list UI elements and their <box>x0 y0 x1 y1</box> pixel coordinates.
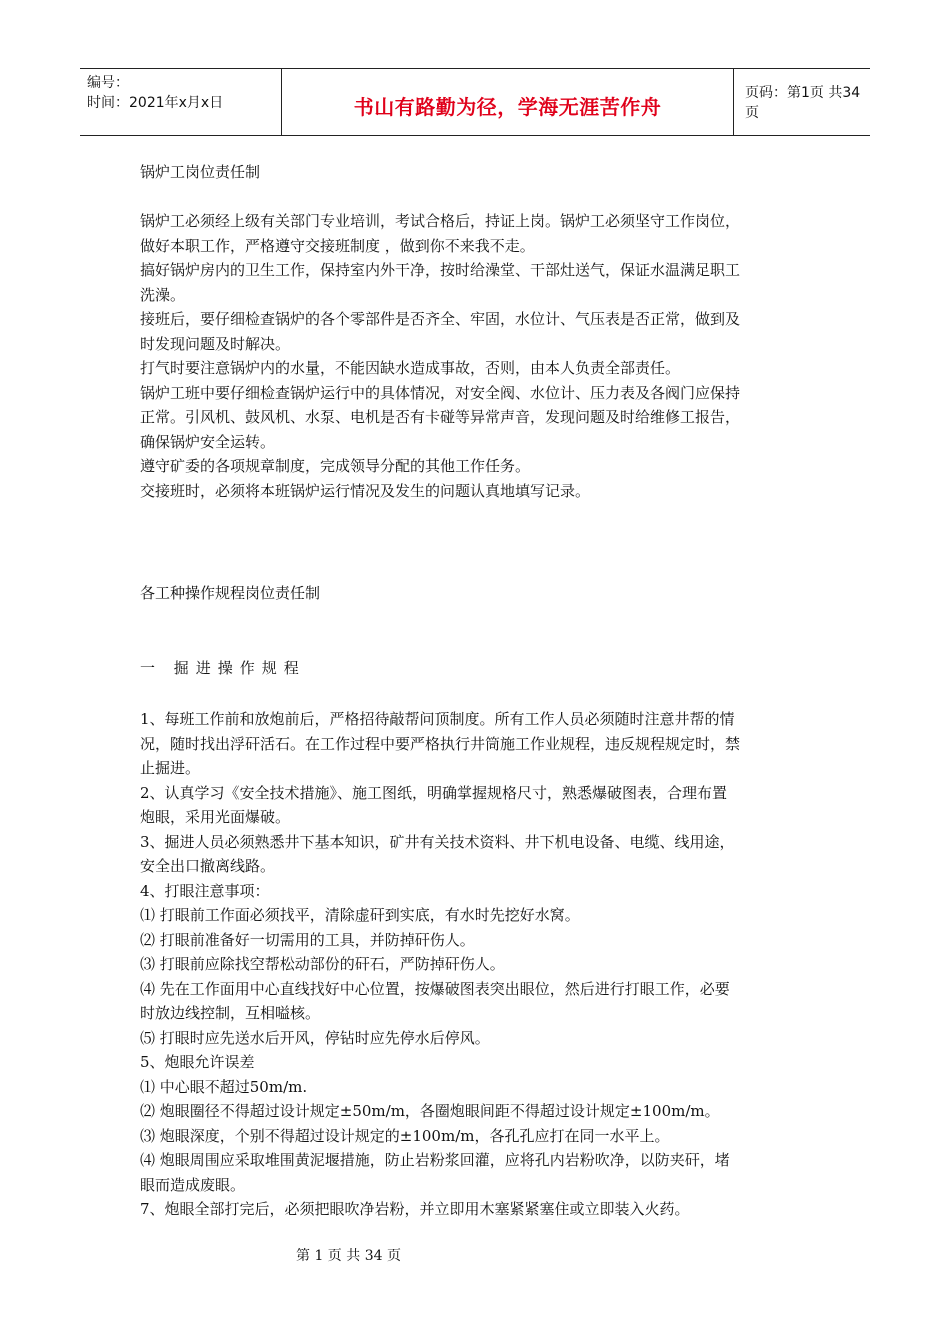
paragraph-line: 洗澡。 <box>140 285 186 304</box>
paragraph-line: 眼而造成废眼。 <box>140 1175 246 1194</box>
paragraph-line: 止掘进。 <box>140 759 201 777</box>
page-footer <box>0 1245 950 1265</box>
paragraph-line: ⑷ 炮眼周围应采取堆围黄泥堰措施，防止岩粉浆回灌，应将孔内岩粉吹净，以防夹矸，堵 <box>140 1151 730 1169</box>
paragraph-line: ⑴ 中心眼不超过50m/m. <box>140 1077 308 1096</box>
section-title: 锅炉工岗位责任制 <box>140 163 261 181</box>
paragraph-line: 搞好锅炉房内的卫生工作，保持室内外干净，按时给澡堂、干部灶送气，保证水温满足职工 <box>140 261 741 279</box>
paragraph-line: 正常。引风机、鼓风机、水泵、电机是否有卡碰等异常声音，发现问题及时给维修工报告， <box>140 408 741 426</box>
paragraph-line: 炮眼，采用光面爆破。 <box>140 808 291 826</box>
paragraph-line: ⑷ 先在工作面用中心直线找好中心位置，按爆破图表突出眼位，然后进行打眼工作，必要 <box>140 979 730 998</box>
paragraph-line: 2、认真学习《安全技术措施》、施工图纸，明确掌握规格尺寸，熟悉爆破图表，合理布置 <box>140 783 728 802</box>
paragraph-line: ⑵ 打眼前准备好一切需用的工具，并防掉矸伤人。 <box>140 930 475 949</box>
paragraph-line: 接班后，要仔细检查锅炉的各个零部件是否齐全、牢固，水位计、气压表是否正常，做到及 <box>140 310 741 328</box>
paragraph-line: 1、每班工作前和放炮前后，严格招待敲帮问顶制度。所有工作人员必须随时注意井帮的情 <box>140 710 735 728</box>
section-title: 各工种操作规程岗位责任制 <box>140 584 321 602</box>
paragraph-line: ⑸ 打眼时应先送水后开风，停钻时应先停水后停风。 <box>140 1028 490 1047</box>
document-number-label: 编号： <box>87 75 129 91</box>
paragraph-line: 锅炉工必须经上级有关部门专业培训，考试合格后，持证上岗。锅炉工必须坚守工作岗位， <box>140 212 741 230</box>
paragraph-line: ⑵ 炮眼圈径不得超过设计规定±50m/m，各圈炮眼间距不得超过设计规定±100m/m。 <box>140 1102 720 1120</box>
paragraph-line: 时放边线控制，互相嗌核。 <box>140 1004 321 1022</box>
header-meta <box>80 69 282 135</box>
paragraph-line: 3、掘进人员必须熟悉井下基本知识，矿井有关技术资料、井下机电设备、电缆、线用途， <box>140 832 735 851</box>
paragraph-line: 况，随时找出浮矸活石。在工作过程中要严格执行井筒施工作业规程，违反规程规定时，禁 <box>140 734 741 753</box>
paragraph-line: 时发现问题及时解决。 <box>140 334 291 353</box>
paragraph-line: 交接班时，必须将本班锅炉运行情况及发生的问题认真地填写记录。 <box>140 481 591 500</box>
paragraph-line: 安全出口撤离线路。 <box>140 857 276 875</box>
paragraph-line: 7、炮眼全部打完后，必须把眼吹净岩粉，并立即用木塞紧紧塞住或立即装入火药。 <box>140 1200 690 1218</box>
paragraph-line: 锅炉工班中要仔细检查锅炉运行中的具体情况，对安全阀、水位计、压力表及各阀门应保持 <box>140 383 741 402</box>
paragraph-line: 5、炮眼允许误差 <box>140 1053 255 1071</box>
paragraph-line: 确保锅炉安全运转。 <box>140 432 276 451</box>
page-header <box>80 68 870 136</box>
paragraph-line: ⑶ 炮眼深度，个别不得超过设计规定的±100m/m，各孔孔应打在同一水平上。 <box>140 1126 670 1145</box>
paragraph-line: 遵守矿委的各项规章制度，完成领导分配的其他工作任务。 <box>140 457 531 475</box>
document-date-label: 时间：2021年x月x日 <box>87 95 224 111</box>
header-motto-cell <box>282 69 734 135</box>
paragraph-line: ⑴ 打眼前工作面必须找平，清除虚矸到实底，有水时先挖好水窝。 <box>140 906 580 924</box>
paragraph-line: 做好本职工作，严格遵守交接班制度 ，做到你不来我不走。 <box>140 236 535 255</box>
header-page-info-cell <box>734 69 870 135</box>
footer-page-number: 第 1 页 共 34 页 <box>296 1248 401 1264</box>
paragraph-line: ⑶ 打眼前应除找空帮松动部份的矸石，严防掉矸伤人。 <box>140 955 505 973</box>
paragraph-line: 打气时要注意锅炉内的水量，不能因缺水造成事故，否则，由本人负责全部责任。 <box>140 359 681 377</box>
paragraph-line: 4、打眼注意事项： <box>140 881 270 900</box>
header-page-info: 页码：第1页 共34页 <box>745 85 861 121</box>
section-subtitle: 一 掘进操作规程 <box>140 659 306 677</box>
header-motto: 书山有路勤为径，学海无涯苦作舟 <box>353 94 662 119</box>
